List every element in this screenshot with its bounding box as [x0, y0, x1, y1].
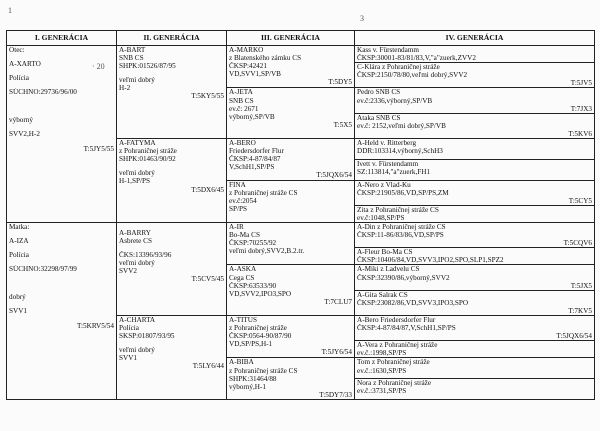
- gen3-reg-2: ev.č: 2671: [229, 104, 259, 113]
- gen4-name-16: Nora z Pohraničnej stráže: [357, 379, 432, 388]
- gen3-kennel-3: Friedersdorfer Flur: [229, 147, 284, 156]
- dam-label: Matka:: [9, 222, 30, 231]
- gen2-tattoo-3: T:5CV5/45: [191, 275, 224, 284]
- gen4-tattoo-12: T:7KV5: [568, 306, 592, 315]
- gen3-name-6: A-ASKA: [229, 265, 257, 274]
- gen4-info-4: ev.č: 2152,veľmi dobrý,SP/VB: [357, 121, 446, 130]
- gen3-cell-3: [227, 139, 355, 180]
- gen3-titles-4: SP/PS: [229, 204, 247, 213]
- sire-label: Otec:: [9, 46, 25, 54]
- gen3-reg-6: ČKSP:63533/90: [229, 281, 277, 290]
- gen4-info-16: ev.č.:3731,SP/PS: [357, 387, 407, 396]
- dam-name: A-IZA: [9, 237, 29, 246]
- gen3-cell-5: [227, 222, 355, 264]
- gen2-cell-3: [117, 222, 227, 315]
- gen2-tattoo-1: T:5KY5/55: [191, 92, 224, 101]
- gen4-tattoo-2: T:5JV5: [570, 79, 592, 88]
- gen4-info-8: ev.č:1048,SP/PS: [357, 213, 405, 222]
- gen4-name-10: A-Fleur Bo-Ma CS: [357, 248, 413, 257]
- gen3-name-4: FINA: [229, 180, 246, 189]
- gen2-exams-4: SVV1: [119, 354, 137, 363]
- pedigree-row: [7, 222, 595, 247]
- dam-registration: SÚCHNO:32298/97/99: [9, 265, 77, 274]
- gen4-name-5: A-Held v. Ritterberg: [357, 139, 417, 148]
- gen4-tattoo-9: T:5CQV6: [563, 239, 592, 248]
- header-row: [7, 31, 595, 46]
- gen3-reg-7: ČKSP:0564-90/87/90: [229, 332, 292, 341]
- gen4-info-10: ČKSP:10406/84,VD,SVV3,IPO2,SPO,SLP1,SPZ2: [357, 256, 504, 265]
- gen4-name-4: Ataka SNB CS: [357, 113, 401, 122]
- gen4-name-1: Kass v. Fürstendamm: [357, 46, 420, 54]
- gen3-tattoo-1: T:5DY5: [328, 78, 352, 87]
- gen4-cell-8: [355, 205, 595, 222]
- gen3-cell-4: [227, 180, 355, 222]
- gen3-kennel-5: Bo-Ma CS: [229, 231, 260, 240]
- gen4-cell-2: [355, 63, 595, 88]
- dam-exams: SVV1: [9, 307, 27, 316]
- dot-mark: · 20: [92, 62, 105, 71]
- gen3-name-5: A-IR: [229, 222, 244, 231]
- gen4-cell-13: [355, 316, 595, 341]
- gen4-name-8: Zita z Pohraničnej stráže CS: [357, 205, 439, 214]
- gen4-name-7: A-Nero z Vlad-Ku: [357, 180, 411, 189]
- gen4-cell-14: [355, 341, 595, 358]
- gen3-name-1: A-MARKO: [229, 46, 264, 54]
- gen2-rating-4: veľmi dobrý: [119, 346, 155, 355]
- gen2-kennel-3: Asbrete CS: [119, 237, 152, 246]
- gen4-cell-15: [355, 358, 595, 379]
- pedigree-row: [7, 46, 595, 63]
- gen2-cell-1: [117, 46, 227, 139]
- sire-registration: SÚCHNO:29736/96/00: [9, 88, 77, 97]
- gen3-kennel-6: Cega CS: [229, 273, 255, 282]
- gen2-name-2: A-FATYMA: [119, 139, 156, 148]
- dam-kennel: Polícia: [9, 251, 29, 260]
- gen3-tattoo-7: T:5JY6/54: [321, 348, 352, 357]
- gen2-reg-2: SHPK:01463/90/92: [119, 155, 176, 164]
- sire-exams: SVV2,H-2: [9, 130, 40, 139]
- gen2-reg-4: SKSP:01807/93/95: [119, 332, 175, 341]
- gen4-info-9: ČKSP:11-86/83/86,VD,SP/PS: [357, 231, 444, 240]
- gen3-tattoo-6: T:7CLU7: [324, 297, 352, 306]
- gen2-rating-2: veľmi dobrý: [119, 169, 155, 178]
- gen4-info-14: ev.č.:1998,SP/PS: [357, 349, 407, 358]
- gen2-kennel-1: SNB CS: [119, 54, 144, 63]
- gen4-tattoo-7: T:5CY5: [568, 196, 592, 205]
- gen3-titles-3: V,SchH1,SP/PS: [229, 163, 275, 172]
- dam-tattoo: T:5KRV5/54: [77, 321, 114, 330]
- gen2-name-4: A-CHARTA: [119, 316, 156, 324]
- gen3-cell-2: [227, 88, 355, 139]
- gen4-name-9: A-Din z Pohraničnej stráže CS: [357, 222, 446, 231]
- gen3-name-8: A-BIBA: [229, 358, 254, 367]
- gen3-kennel-4: z Pohraničnej stráže CS: [229, 188, 298, 197]
- gen3-tattoo-8: T:5DY7/33: [319, 390, 352, 399]
- gen3-reg-3: ČKSP:4-87/84/87: [229, 155, 281, 164]
- gen4-cell-6: [355, 159, 595, 180]
- gen1-dam-cell: [7, 222, 117, 399]
- gen4-cell-1: [355, 46, 595, 63]
- gen4-info-5: DDR:103314,výborný,SchH3: [357, 147, 443, 156]
- gen4-cell-11: [355, 265, 595, 290]
- gen2-tattoo-4: T:5LY6/44: [192, 362, 224, 371]
- dam-rating: dobrý: [9, 293, 26, 302]
- gen3-titles-2: výborný,SP/VB: [229, 112, 275, 121]
- sire-tattoo: T:5JY5/55: [83, 144, 114, 153]
- gen2-kennel-2: z Pohraničnej stráže: [119, 147, 177, 156]
- gen4-info-3: ev.č:2336,výborný,SP/VB: [357, 96, 433, 105]
- pedigree-table: [6, 30, 595, 400]
- gen3-cell-6: [227, 265, 355, 316]
- gen2-reg-3: ČKS:13396/93/96: [119, 251, 172, 260]
- gen3-cell-8: [227, 358, 355, 399]
- gen3-titles-7: VD,SP/PS,H-1: [229, 340, 273, 349]
- page-mark: 3: [360, 14, 364, 23]
- gen3-kennel-1: z Blatenského zámku CS: [229, 54, 302, 63]
- gen4-cell-7: [355, 180, 595, 205]
- gen1-sire-cell: [7, 46, 117, 223]
- gen4-cell-12: [355, 290, 595, 315]
- gen3-reg-5: ČKSP:70255/92: [229, 239, 277, 248]
- gen3-kennel-8: z Pohraničnej stráže CS: [229, 366, 298, 375]
- gen4-info-7: ČKSP:21905/86,VD,SP/PS,ZM: [357, 188, 449, 197]
- gen4-tattoo-3: T:7JX3: [570, 104, 592, 113]
- gen4-info-12: ČKSP:23082/86,VD,SVV3,IPO3,SPO: [357, 298, 469, 307]
- gen3-tattoo-2: T:5X5: [333, 120, 352, 129]
- gen4-cell-16: [355, 379, 595, 400]
- gen2-exams-2: H-1,SP/PS: [119, 177, 150, 186]
- gen3-name-2: A-JETA: [229, 88, 253, 97]
- gen4-info-13: ČKSP:4-87/84/87,V,SchH1,SP/PS: [357, 324, 456, 333]
- gen3-reg-1: ČKSP:42421: [229, 62, 267, 71]
- gen3-titles-5: veľmi dobrý,SVV2,B.2.tr.: [229, 247, 305, 256]
- gen4-tattoo-11: T:5JX5: [570, 281, 592, 290]
- gen3-kennel-2: SNB CS: [229, 96, 254, 105]
- gen2-tattoo-2: T:5DX6/45: [191, 185, 224, 194]
- gen2-exams-3: SVV2: [119, 267, 137, 276]
- gen4-name-14: A-Vera z Pohraničnej stráže: [357, 341, 438, 350]
- gen3-cell-7: [227, 316, 355, 358]
- gen2-cell-4: [117, 316, 227, 400]
- gen4-info-11: ČKSP:32390/86,výborný,SVV2: [357, 273, 450, 282]
- gen2-name-1: A-BART: [119, 46, 146, 54]
- gen4-tattoo-13: T:5JQX6/54: [556, 332, 592, 341]
- gen2-kennel-4: Polícia: [119, 324, 139, 333]
- gen4-name-12: A-Gita Salrak CS: [357, 290, 408, 299]
- gen2-reg-1: SHPK:01526/87/95: [119, 62, 176, 71]
- gen3-name-3: A-BERO: [229, 139, 256, 148]
- gen4-name-13: A-Bero Friedersdorfer Flur: [357, 316, 436, 324]
- gen3-titles-6: VD,SVV2,IPO3,SPO: [229, 289, 292, 298]
- gen3-cell-1: [227, 46, 355, 88]
- gen4-name-6: Ivett v. Fürstendamm: [357, 159, 419, 168]
- sire-name: A-XARTO: [9, 60, 41, 69]
- gen4-info-6: SZ:113814,"a"zuerk,FH1: [357, 167, 431, 176]
- header-gen2: II. GENERÁCIA: [117, 31, 227, 46]
- gen3-titles-1: VD,SVV1,SP/VB: [229, 70, 281, 79]
- gen4-info-15: ev.č.:1630,SP/PS: [357, 366, 407, 375]
- gen3-tattoo-3: T:5JQX6/54: [316, 171, 352, 180]
- gen4-name-2: C-Klára z Pohraničnej stráže: [357, 63, 440, 72]
- gen3-name-7: A-TITUS: [229, 316, 257, 324]
- gen3-reg-4: ev.č:2054: [229, 196, 257, 205]
- gen3-reg-8: SHPK:31464/88: [229, 374, 277, 383]
- gen4-cell-9: [355, 222, 595, 247]
- gen4-name-3: Pedro SNB CS: [357, 88, 401, 97]
- gen4-name-11: A-Miki z Ladvelu CS: [357, 265, 420, 274]
- gen4-tattoo-4: T:5KV6: [568, 129, 592, 138]
- gen4-cell-5: [355, 139, 595, 160]
- gen3-kennel-7: z Pohraničnej stráže: [229, 324, 287, 333]
- header-gen1: I. GENERÁCIA: [7, 31, 117, 46]
- sire-rating: výborný: [9, 116, 33, 125]
- gen4-info-2: ČKSP:2150/78/80,veľmi dobrý,SVV2: [357, 71, 468, 80]
- gen4-name-15: Tom z Pohraničnej stráže: [357, 358, 430, 367]
- gen2-rating-1: veľmi dobrý: [119, 76, 155, 85]
- gen4-cell-10: [355, 248, 595, 265]
- header-gen3: III. GENERÁCIA: [227, 31, 355, 46]
- gen4-cell-4: [355, 113, 595, 138]
- sire-kennel: Polícia: [9, 74, 29, 83]
- gen4-cell-3: [355, 88, 595, 113]
- gen4-info-1: ČKSP:30001-83/81/83,V,"a"zuerk,ZVV2: [357, 54, 476, 63]
- gen2-cell-2: [117, 139, 227, 223]
- gen2-exams-1: H-2: [119, 84, 131, 93]
- header-gen4: IV. GENERÁCIA: [355, 31, 595, 46]
- gen2-name-3: A-BARRY: [119, 228, 151, 237]
- gen2-rating-3: veľmi dobrý: [119, 259, 155, 268]
- gen3-titles-8: výborný,H-1: [229, 382, 266, 391]
- page-number: 1: [8, 6, 12, 15]
